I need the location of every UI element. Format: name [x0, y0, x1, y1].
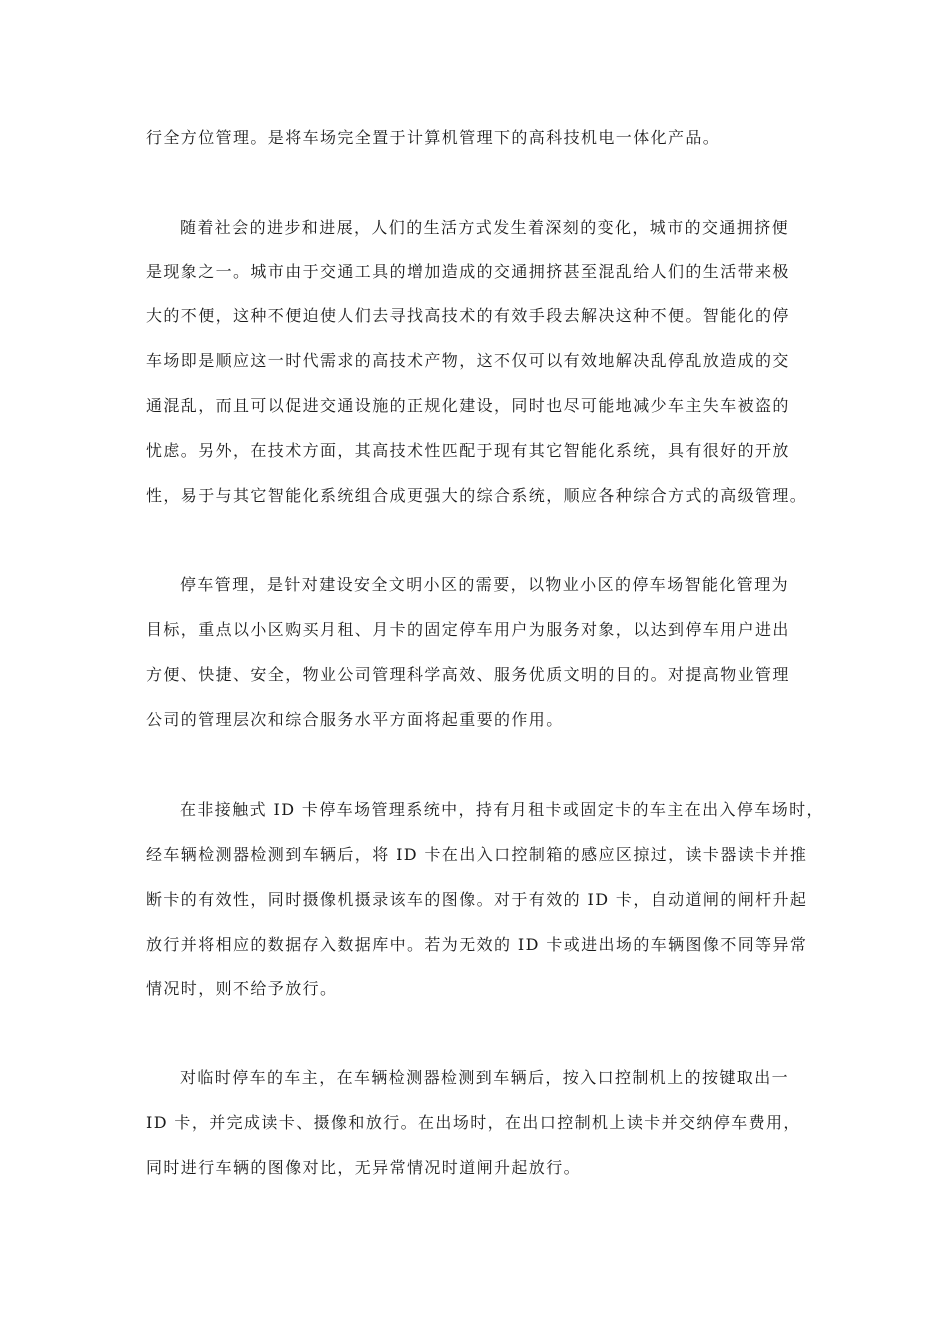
text-line: 情况时，则不给予放行。 [146, 979, 338, 998]
text-line: 车场即是顺应这一时代需求的高技术产物，这不仅可以有效地解决乱停乱放造成的交 [146, 351, 790, 370]
text-line: 放行并将相应的数据存入数据库中。若为无效的 ID 卡或进出场的车辆图像不同等异常 [146, 935, 808, 954]
text-line: 方便、快捷、安全，物业公司管理科学高效、服务优质文明的目的。对提高物业管理 [146, 665, 790, 684]
text-line: 是现象之一。城市由于交通工具的增加造成的交通拥挤甚至混乱给人们的生活带来极 [146, 262, 790, 281]
text-line: 性，易于与其它智能化系统组合成更强大的综合系统，顺应各种综合方式的高级管理。 [146, 486, 808, 505]
text-line: 行全方位管理。是将车场完全置于计算机管理下的高科技机电一体化产品。 [146, 128, 721, 147]
text-line: ID 卡，并完成读卡、摄像和放行。在出场时，在出口控制机上读卡并交纳停车费用， [146, 1113, 801, 1132]
text-line: 公司的管理层次和综合服务水平方面将起重要的作用。 [146, 710, 564, 729]
text-line: 断卡的有效性，同时摄像机摄录该车的图像。对于有效的 ID 卡，自动道闸的闸杆升起 [146, 890, 808, 909]
text-line: 同时进行车辆的图像对比，无异常情况时道闸升起放行。 [146, 1158, 582, 1177]
text-line: 目标，重点以小区购买月租、月卡的固定停车用户为服务对象，以达到停车用户进出 [146, 620, 790, 639]
text-line: 停车管理，是针对建设安全文明小区的需要，以物业小区的停车场智能化管理为 [180, 575, 790, 594]
text-line: 忧虑。另外，在技术方面，其高技术性匹配于现有其它智能化系统，具有很好的开放 [146, 441, 790, 460]
text-line: 在非接触式 ID 卡停车场管理系统中，持有月租卡或固定卡的车主在出入停车场时， [180, 800, 824, 819]
text-line: 通混乱，而且可以促进交通设施的正规化建设，同时也尽可能地减少车主失车被盗的 [146, 396, 790, 415]
text-line: 对临时停车的车主，在车辆检测器检测到车辆后，按入口控制机上的按键取出一 [180, 1068, 790, 1087]
text-line: 大的不便，这种不便迫使人们去寻找高技术的有效手段去解决这种不便。智能化的停 [146, 306, 790, 325]
text-line: 随着社会的进步和进展，人们的生活方式发生着深刻的变化，城市的交通拥挤便 [180, 218, 790, 237]
text-line: 经车辆检测器检测到车辆后，将 ID 卡在出入口控制箱的感应区掠过，读卡器读卡并推 [146, 845, 808, 864]
